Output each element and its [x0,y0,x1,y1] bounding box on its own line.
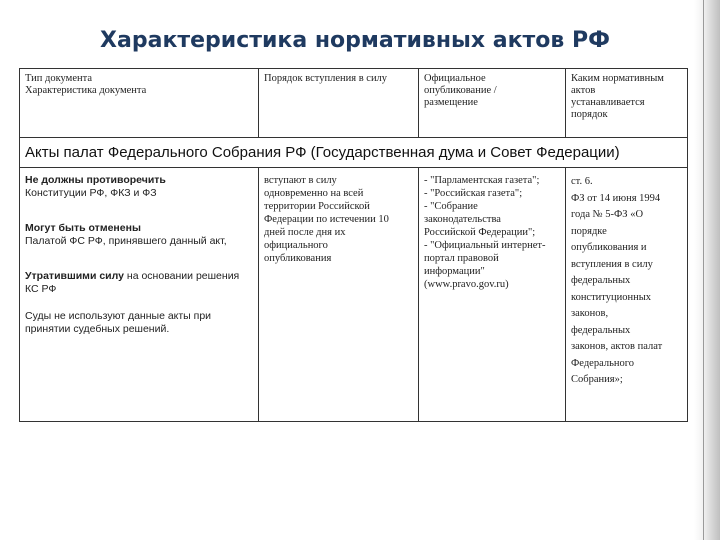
row-cell-entry-into-force [259,168,419,421]
paragraph-invalidation [25,270,253,296]
bold-contradiction: Не должны противоречить [25,174,166,186]
header-cell-governing-act [566,69,689,137]
entry-into-force-text: вступают в силу одновременно на всей территории Российской Федерации по истечении 10 дней после дня их официального опубликования [264,175,389,264]
bold-cancellation: Могут быть отменены [25,222,141,234]
page-edge [694,0,720,540]
header-governing-act-text: Каким нормативным актов устанавливается порядок [571,73,664,120]
header-document-type-text: Тип документа Характеристика документа [25,73,147,96]
paragraph-contradiction [25,174,253,200]
table-header-row [20,69,687,138]
row-cell-characteristics [20,168,259,421]
text-cancellation: Палатой ФС РФ, принявшего данный акт, [25,235,227,247]
page-edge-line [703,0,704,540]
bold-invalidation: Утратившими силу [25,270,124,282]
text-invalidation: на основании решения КС РФ [25,270,240,295]
paragraph-courts: Суды не используют данные акты при принятии судебных решений. [25,310,212,335]
row-cell-official-publication [419,168,566,421]
row-cell-governing-act [566,168,689,421]
official-publication-text: - "Парламентская газета"; - "Российская газета"; - "Собрание законодательства Российской Федерации"; - "Официальный интернет- портал правовой информации" (www.pravo.gov.ru) [424,175,546,290]
header-entry-into-force-text: Порядок вступления в силу [264,73,388,84]
header-cell-entry-into-force [259,69,419,137]
header-official-publication-text: Официальное опубликование / размещение [424,73,497,108]
header-cell-official-publication [419,69,566,137]
section-band-title: Акты палат Федерального Собрания РФ (Государственная дума и Совет Федерации) [20,138,687,168]
governing-act-text: ст. 6. ФЗ от 14 июня 1994 года № 5-ФЗ «О порядке опубликования и вступления в силу федеральных конституционных законов, федеральных законов, актов палат Федерального Собрания»; [571,176,663,385]
paragraph-cancellation [25,222,253,248]
slide-title: Характеристика нормативных актов РФ [100,28,610,53]
text-contradiction: Конституции РФ, ФКЗ и ФЗ [25,187,157,199]
acts-table [19,68,688,422]
table-row [20,168,687,421]
header-cell-document-type [20,69,259,137]
